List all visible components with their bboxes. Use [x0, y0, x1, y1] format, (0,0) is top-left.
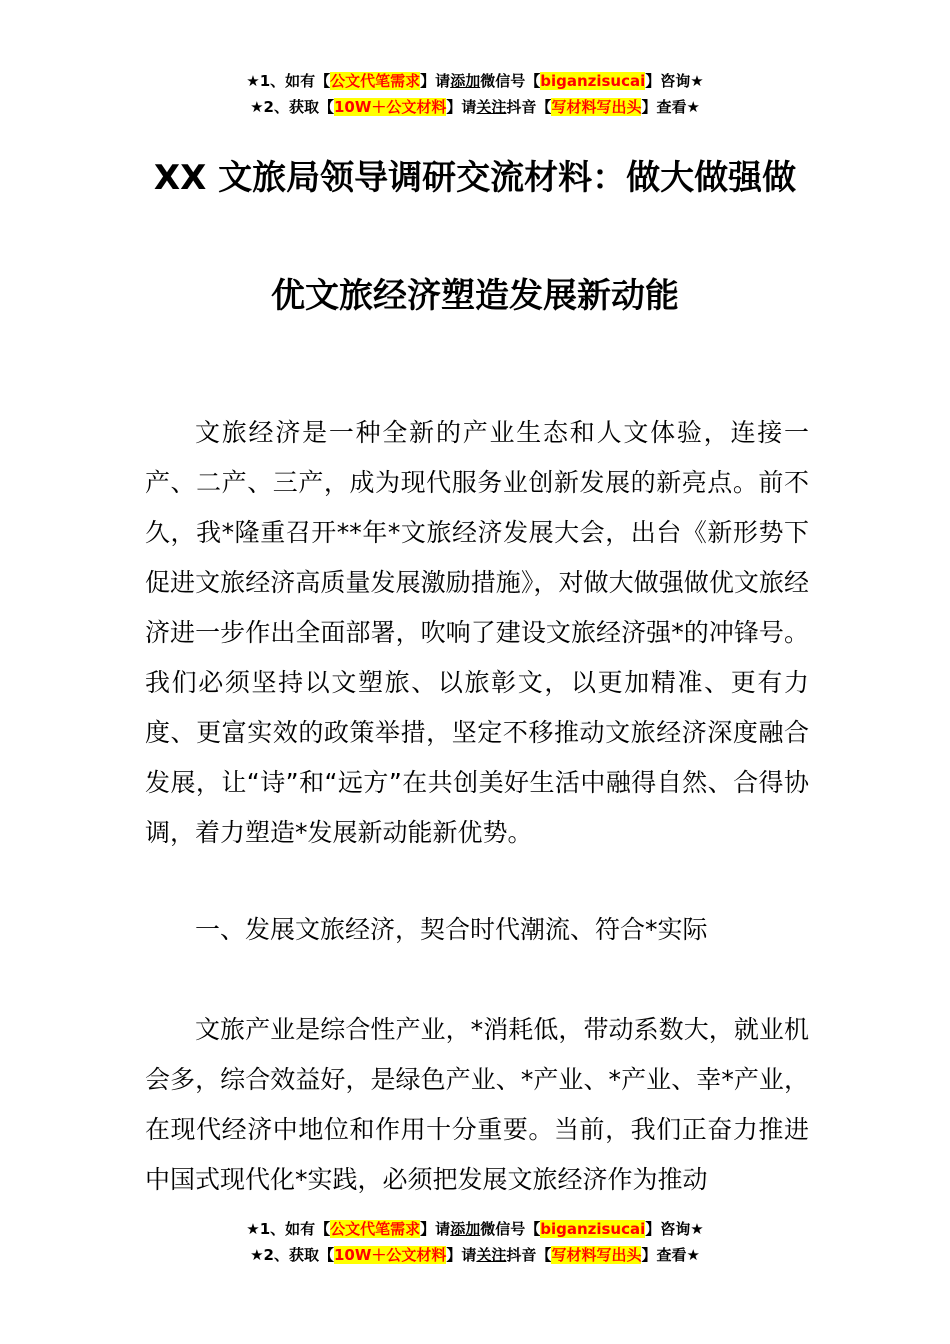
banner-text: 】查看★: [641, 98, 700, 116]
banner-line-1: [0, 1216, 950, 1242]
banner-text: ★2、获取【: [250, 1246, 334, 1264]
banner-text: 抖音【: [506, 1246, 552, 1264]
body-paragraph-2: 文旅产业是综合性产业，*消耗低，带动系数大，就业机会多，综合效益好，是绿色产业、*产业、*产业、幸*产业，在现代经济中地位和作用十分重要。当前，我们正奋力推进中国式现代化*实践，必须把发展文旅经济作为推动: [145, 1015, 809, 1194]
document-title-line-1: XX 文旅局领导调研交流材料：做大做强做: [153, 158, 797, 198]
banner-underline: 关注: [476, 98, 507, 116]
document-title-line-2: 优文旅经济塑造发展新动能: [271, 276, 679, 316]
banner-text: ★2、获取【: [250, 98, 334, 116]
banner-text: ★1、如有【: [246, 1220, 331, 1238]
banner-highlight: biganzisucai: [540, 72, 646, 90]
banner-highlight: 公文代笔需求: [330, 1220, 421, 1238]
banner-highlight: 写材料写出头: [551, 98, 642, 116]
banner-text: 】咨询★: [645, 1220, 704, 1238]
body-paragraph-1: 文旅经济是一种全新的产业生态和人文体验，连接一产、二产、三产，成为现代服务业创新发展的新亮点。前不久，我*隆重召开**年*文旅经济发展大会，出台《新形势下促进文旅经济高质量发展激励措施》，对做大做强做优文旅经济进一步作出全面部署，吹响了建设文旅经济强*的冲锋号。我们必须坚持以文塑旅、以旅彰文，以更加精准、更有力度、更富实效的政策举措，坚定不移推动文旅经济深度融合发展，让“诗”和“远方”在共创美好生活中融得自然、合得协调，着力塑造*发展新动能新优势。: [145, 418, 809, 847]
banner-text: ★1、如有【: [246, 72, 331, 90]
banner-text: 微信号【: [480, 72, 541, 90]
banner-text: 】请: [420, 1220, 451, 1238]
banner-line-1: [0, 68, 950, 94]
banner-underline: 关注: [476, 1246, 507, 1264]
banner-line-2: [0, 1242, 950, 1268]
banner-text: 】咨询★: [645, 72, 704, 90]
section-heading-1: 一、发展文旅经济，契合时代潮流、符合*实际: [195, 915, 708, 944]
banner-highlight: biganzisucai: [540, 1220, 646, 1238]
footer-banner: [0, 1216, 950, 1268]
banner-highlight: 公文代笔需求: [330, 72, 421, 90]
banner-text: 】请: [446, 1246, 477, 1264]
banner-text: 】请: [446, 98, 477, 116]
banner-underline: 添加: [450, 1220, 481, 1238]
banner-underline: 添加: [450, 72, 481, 90]
banner-text: 抖音【: [506, 98, 552, 116]
header-banner: [0, 68, 950, 120]
banner-text: 】请: [420, 72, 451, 90]
banner-line-2: [0, 94, 950, 120]
banner-text: 微信号【: [480, 1220, 541, 1238]
banner-text: 】查看★: [641, 1246, 700, 1264]
banner-highlight: 10W＋公文材料: [333, 98, 447, 116]
banner-highlight: 10W＋公文材料: [333, 1246, 447, 1264]
banner-highlight: 写材料写出头: [551, 1246, 642, 1264]
